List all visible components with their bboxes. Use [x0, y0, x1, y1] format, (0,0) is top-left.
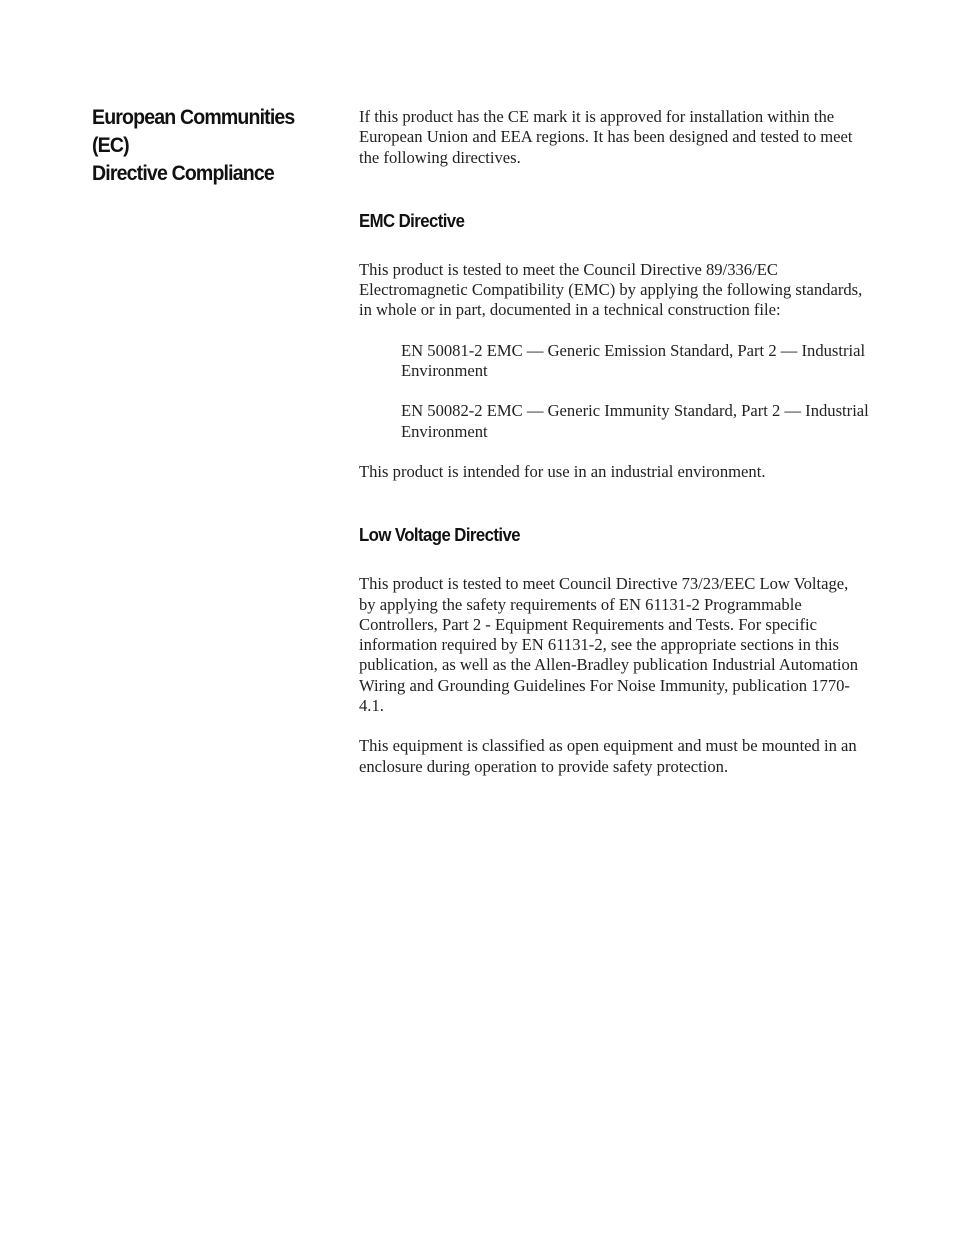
emc-standard-emission: EN 50081-2 EMC — Generic Emission Standard, Part 2 — Industrial Environment [401, 340, 866, 381]
main-content [359, 107, 869, 777]
emc-directive-heading: EMC Directive [359, 210, 465, 231]
low-voltage-directive-heading: Low Voltage Directive [359, 525, 521, 546]
emc-paragraph: This product is tested to meet the Council Directive 89/336/EC Electromagnetic Compatibility (EMC) by applying the following standards, in whole or in part, documented in a technical construction file: [359, 259, 863, 320]
emc-closing-paragraph: This product is intended for use in an industrial environment. [359, 461, 766, 481]
open-equipment-paragraph: This equipment is classified as open equipment and must be mounted in an enclosure during operation to provide safety protection. [359, 736, 857, 776]
emc-standard-immunity: EN 50082-2 EMC — Generic Immunity Standard, Part 2 — Industrial Environment [401, 401, 869, 441]
section-heading-line-1: European Communities (EC) [92, 106, 295, 157]
section-heading-line-2: Directive Compliance [92, 162, 274, 185]
section-heading [92, 104, 336, 188]
low-voltage-paragraph: This product is tested to meet Council Directive 73/23/EEC Low Voltage, by applying the safety requirements of EN 61131-2 Programmable Controllers, Part 2 - Equipment Requirements and Tests. For specific information required by EN 61131-2, see the appropriate sections in this publication, as well as the Allen-Bradley publication Industrial Automation Wiring and Grounding Guidelines For Noise Immunity, publication 1770-4.1. [359, 574, 859, 716]
intro-paragraph: If this product has the CE mark it is approved for installation within the European Union and EEA regions. It has been designed and tested to meet the following directives. [359, 107, 853, 167]
